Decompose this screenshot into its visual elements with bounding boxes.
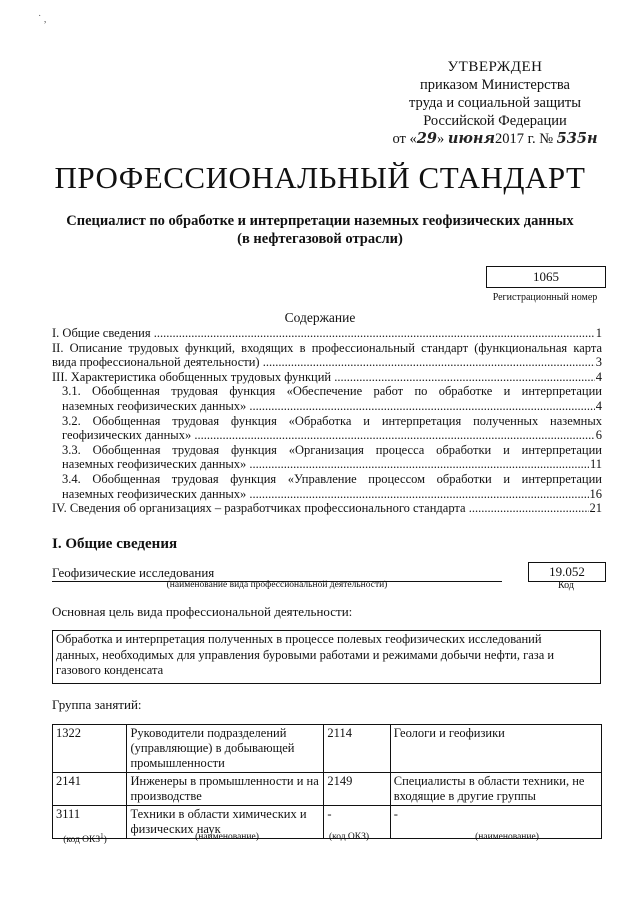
occupation-name-cell: Геологи и геофизики	[390, 725, 601, 773]
toc-item-text: III. Характеристика обобщенных трудовых функций .....	[52, 370, 595, 385]
approval-title: УТВЕРЖДЕН	[447, 59, 543, 75]
toc-item[interactable]	[52, 370, 602, 385]
approval-block	[380, 58, 610, 148]
subtitle-line2: (в нефтегазовой отрасли)	[237, 231, 403, 247]
table-row	[53, 773, 602, 806]
okz-code-cell: 2114	[324, 725, 390, 773]
toc-item[interactable]	[52, 341, 602, 370]
subtitle-line1: Специалист по обработке и интерпретации наземных геофизических данных	[66, 213, 574, 229]
document-subtitle	[40, 212, 600, 248]
toc-item-page: 4	[595, 398, 602, 413]
toc-item-page: 4	[595, 369, 602, 384]
occupation-name-caption: (наименование)	[475, 832, 539, 842]
toc-item-text: наземных геофизических данных» .....	[62, 399, 595, 414]
toc-item-first-line: II. Описание трудовых функций, входящих в профессиональный стандарт (функциональная карта	[52, 340, 602, 355]
goal-line: Обработка и интерпретация полученных в процессе полевых геофизических исследований	[56, 632, 542, 646]
scan-marks: ˙ ,	[38, 14, 47, 25]
activity-name: Геофизические исследования	[52, 565, 502, 582]
approval-date	[380, 130, 610, 148]
okz-code-cell: 2141	[53, 773, 127, 806]
date-prefix: от «	[392, 131, 417, 147]
activity-caption: (наименование вида профессиональной деятельности)	[166, 580, 388, 590]
approval-line3: Российской Федерации	[423, 113, 567, 129]
occupation-name-cell: Техники в области химических и физических наук	[127, 806, 324, 839]
caption-text: (код ОКЗ	[63, 835, 101, 846]
caption-text: )	[103, 835, 107, 846]
approval-line2: труда и социальной защиты	[409, 95, 581, 111]
registration-label: Регистрационный номер	[492, 292, 598, 303]
table-of-contents	[52, 326, 602, 516]
okz-code-cell: 1322	[53, 725, 127, 773]
toc-item[interactable]	[52, 414, 602, 443]
toc-item-text: наземных геофизических данных» .....	[62, 457, 589, 472]
goal-label: Основная цель вида профессиональной деятельности:	[52, 604, 353, 619]
toc-item-text: наземных геофизических данных» .....	[62, 487, 589, 502]
toc-item-page: 1	[595, 326, 602, 340]
goal-line: газового конденсата	[56, 663, 164, 677]
date-day: 29	[416, 130, 437, 147]
toc-item-page: 6	[595, 428, 602, 443]
date-mid: »	[436, 131, 445, 147]
toc-item[interactable]	[52, 326, 602, 341]
goal-box	[52, 630, 601, 684]
toc-heading: Содержание	[284, 310, 356, 325]
order-number: 535н	[556, 130, 598, 147]
occupation-group-label: Группа занятий:	[52, 697, 142, 712]
occupation-name-cell: Специалисты в области техники, не входящие в другие группы	[390, 773, 601, 806]
occupation-table	[52, 724, 602, 839]
toc-item-text: геофизических данных» .....	[62, 428, 595, 443]
okz-code-cell: 2149	[324, 773, 390, 806]
goal-line: данных, необходимых для управления буровыми работами и режимами добычи нефти, газа и	[56, 647, 555, 662]
activity-code-box: 19.052	[528, 562, 606, 582]
occupation-name-cell: -	[390, 806, 601, 839]
toc-item-page: 21	[589, 501, 602, 516]
okz-code-cell: 3111	[53, 806, 127, 839]
section-heading: I. Общие сведения	[52, 536, 178, 552]
date-month: июня	[447, 130, 496, 147]
toc-item-first-line: 3.2. Обобщенная трудовая функция «Обработка и интерпретация полученных наземных	[62, 413, 602, 428]
toc-item-text: I. Общие сведения .....	[52, 326, 595, 341]
registration-number-box: 1065	[486, 266, 606, 288]
toc-item-text: вида профессиональной деятельности) .....	[52, 355, 595, 370]
toc-item[interactable]	[52, 501, 602, 516]
occupation-name-cell: Инженеры в промышленности и на производстве	[127, 773, 324, 806]
toc-item-first-line: 3.3. Обобщенная трудовая функция «Организация процесса обработки и интерпретации	[62, 442, 602, 457]
activity-code-caption: Код	[558, 580, 574, 591]
okz-code-caption: (код ОКЗ)	[328, 832, 370, 842]
toc-item-text: IV. Сведения об организациях – разработчиках профессионального стандарта .....	[52, 501, 589, 516]
toc-item-page: 11	[589, 457, 602, 472]
toc-item[interactable]	[52, 472, 602, 501]
toc-item-page: 16	[589, 486, 602, 501]
okz-code-caption	[52, 832, 118, 845]
toc-item-first-line: 3.1. Обобщенная трудовая функция «Обеспечение работ по обработке и интерпретации	[62, 384, 602, 399]
toc-item[interactable]	[52, 443, 602, 472]
occupation-name-cell: Руководители подразделений (управляющие) в добывающей промышленности	[127, 725, 324, 773]
toc-item[interactable]	[52, 384, 602, 413]
document-title: ПРОФЕССИОНАЛЬНЫЙ СТАНДАРТ	[54, 160, 586, 195]
date-year: 2017 г. №	[495, 131, 554, 147]
occupation-name-caption: (наименование)	[195, 832, 259, 842]
toc-item-first-line: 3.4. Обобщенная трудовая функция «Управление процессом обработки и интерпретации	[62, 471, 602, 486]
table-row	[53, 725, 602, 773]
approval-line1: приказом Министерства	[420, 77, 570, 93]
footnote-mark: 1	[100, 832, 104, 840]
okz-code-cell: -	[324, 806, 390, 839]
toc-item-page: 3	[595, 355, 602, 370]
